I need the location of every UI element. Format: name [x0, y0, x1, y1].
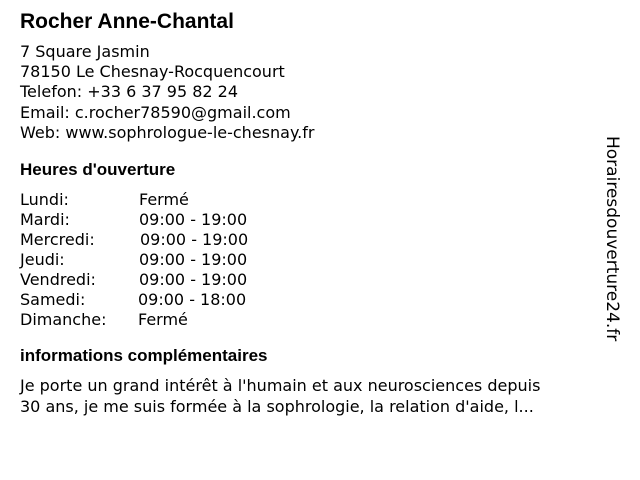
phone-number[interactable]: Telefon: +33 6 37 95 82 24	[20, 82, 239, 102]
hours-row-sunday	[20, 310, 600, 330]
hours-heading: Heures d'ouverture	[20, 160, 176, 180]
business-card	[20, 8, 600, 417]
hours-row-tuesday	[20, 210, 600, 230]
site-watermark: Horairesdouverture24.fr	[602, 136, 622, 342]
day-label: Samedi:	[20, 290, 86, 310]
day-label: Vendredi:	[20, 270, 96, 290]
hours-row-monday	[20, 190, 600, 210]
hours-row-friday	[20, 270, 600, 290]
info-line: 30 ans, je me suis formée à la sophrologie, la relation d'aide, l...	[20, 397, 534, 417]
info-description	[20, 375, 600, 417]
website-link[interactable]: Web: www.sophrologue-le-chesnay.fr	[20, 122, 315, 142]
hours-row-wednesday	[20, 230, 600, 250]
time-value: 09:00 - 19:00	[139, 210, 248, 230]
info-heading: informations complémentaires	[20, 346, 268, 366]
hours-row-thursday	[20, 250, 600, 270]
info-line: Je porte un grand intérêt à l'humain et aux neurosciences depuis	[20, 376, 541, 396]
day-label: Mardi:	[20, 210, 70, 230]
time-value: 09:00 - 18:00	[138, 290, 247, 310]
contact-block	[20, 42, 600, 143]
hours-row-saturday	[20, 290, 600, 310]
time-value: 09:00 - 19:00	[139, 250, 248, 270]
business-name: Rocher Anne-Chantal	[20, 10, 234, 33]
email-address[interactable]: Email: c.rocher78590@gmail.com	[20, 102, 291, 122]
city-address: 78150 Le Chesnay-Rocquencourt	[20, 62, 285, 82]
street-address: 7 Square Jasmin	[20, 42, 150, 61]
day-label: Jeudi:	[20, 250, 65, 270]
time-value: 09:00 - 19:00	[140, 230, 249, 250]
day-label: Dimanche:	[20, 310, 107, 330]
time-value: Fermé	[139, 190, 189, 210]
time-value: Fermé	[138, 310, 188, 330]
day-label: Lundi:	[20, 190, 69, 210]
time-value: 09:00 - 19:00	[139, 270, 248, 290]
opening-hours-table	[20, 190, 600, 330]
day-label: Mercredi:	[20, 230, 95, 250]
